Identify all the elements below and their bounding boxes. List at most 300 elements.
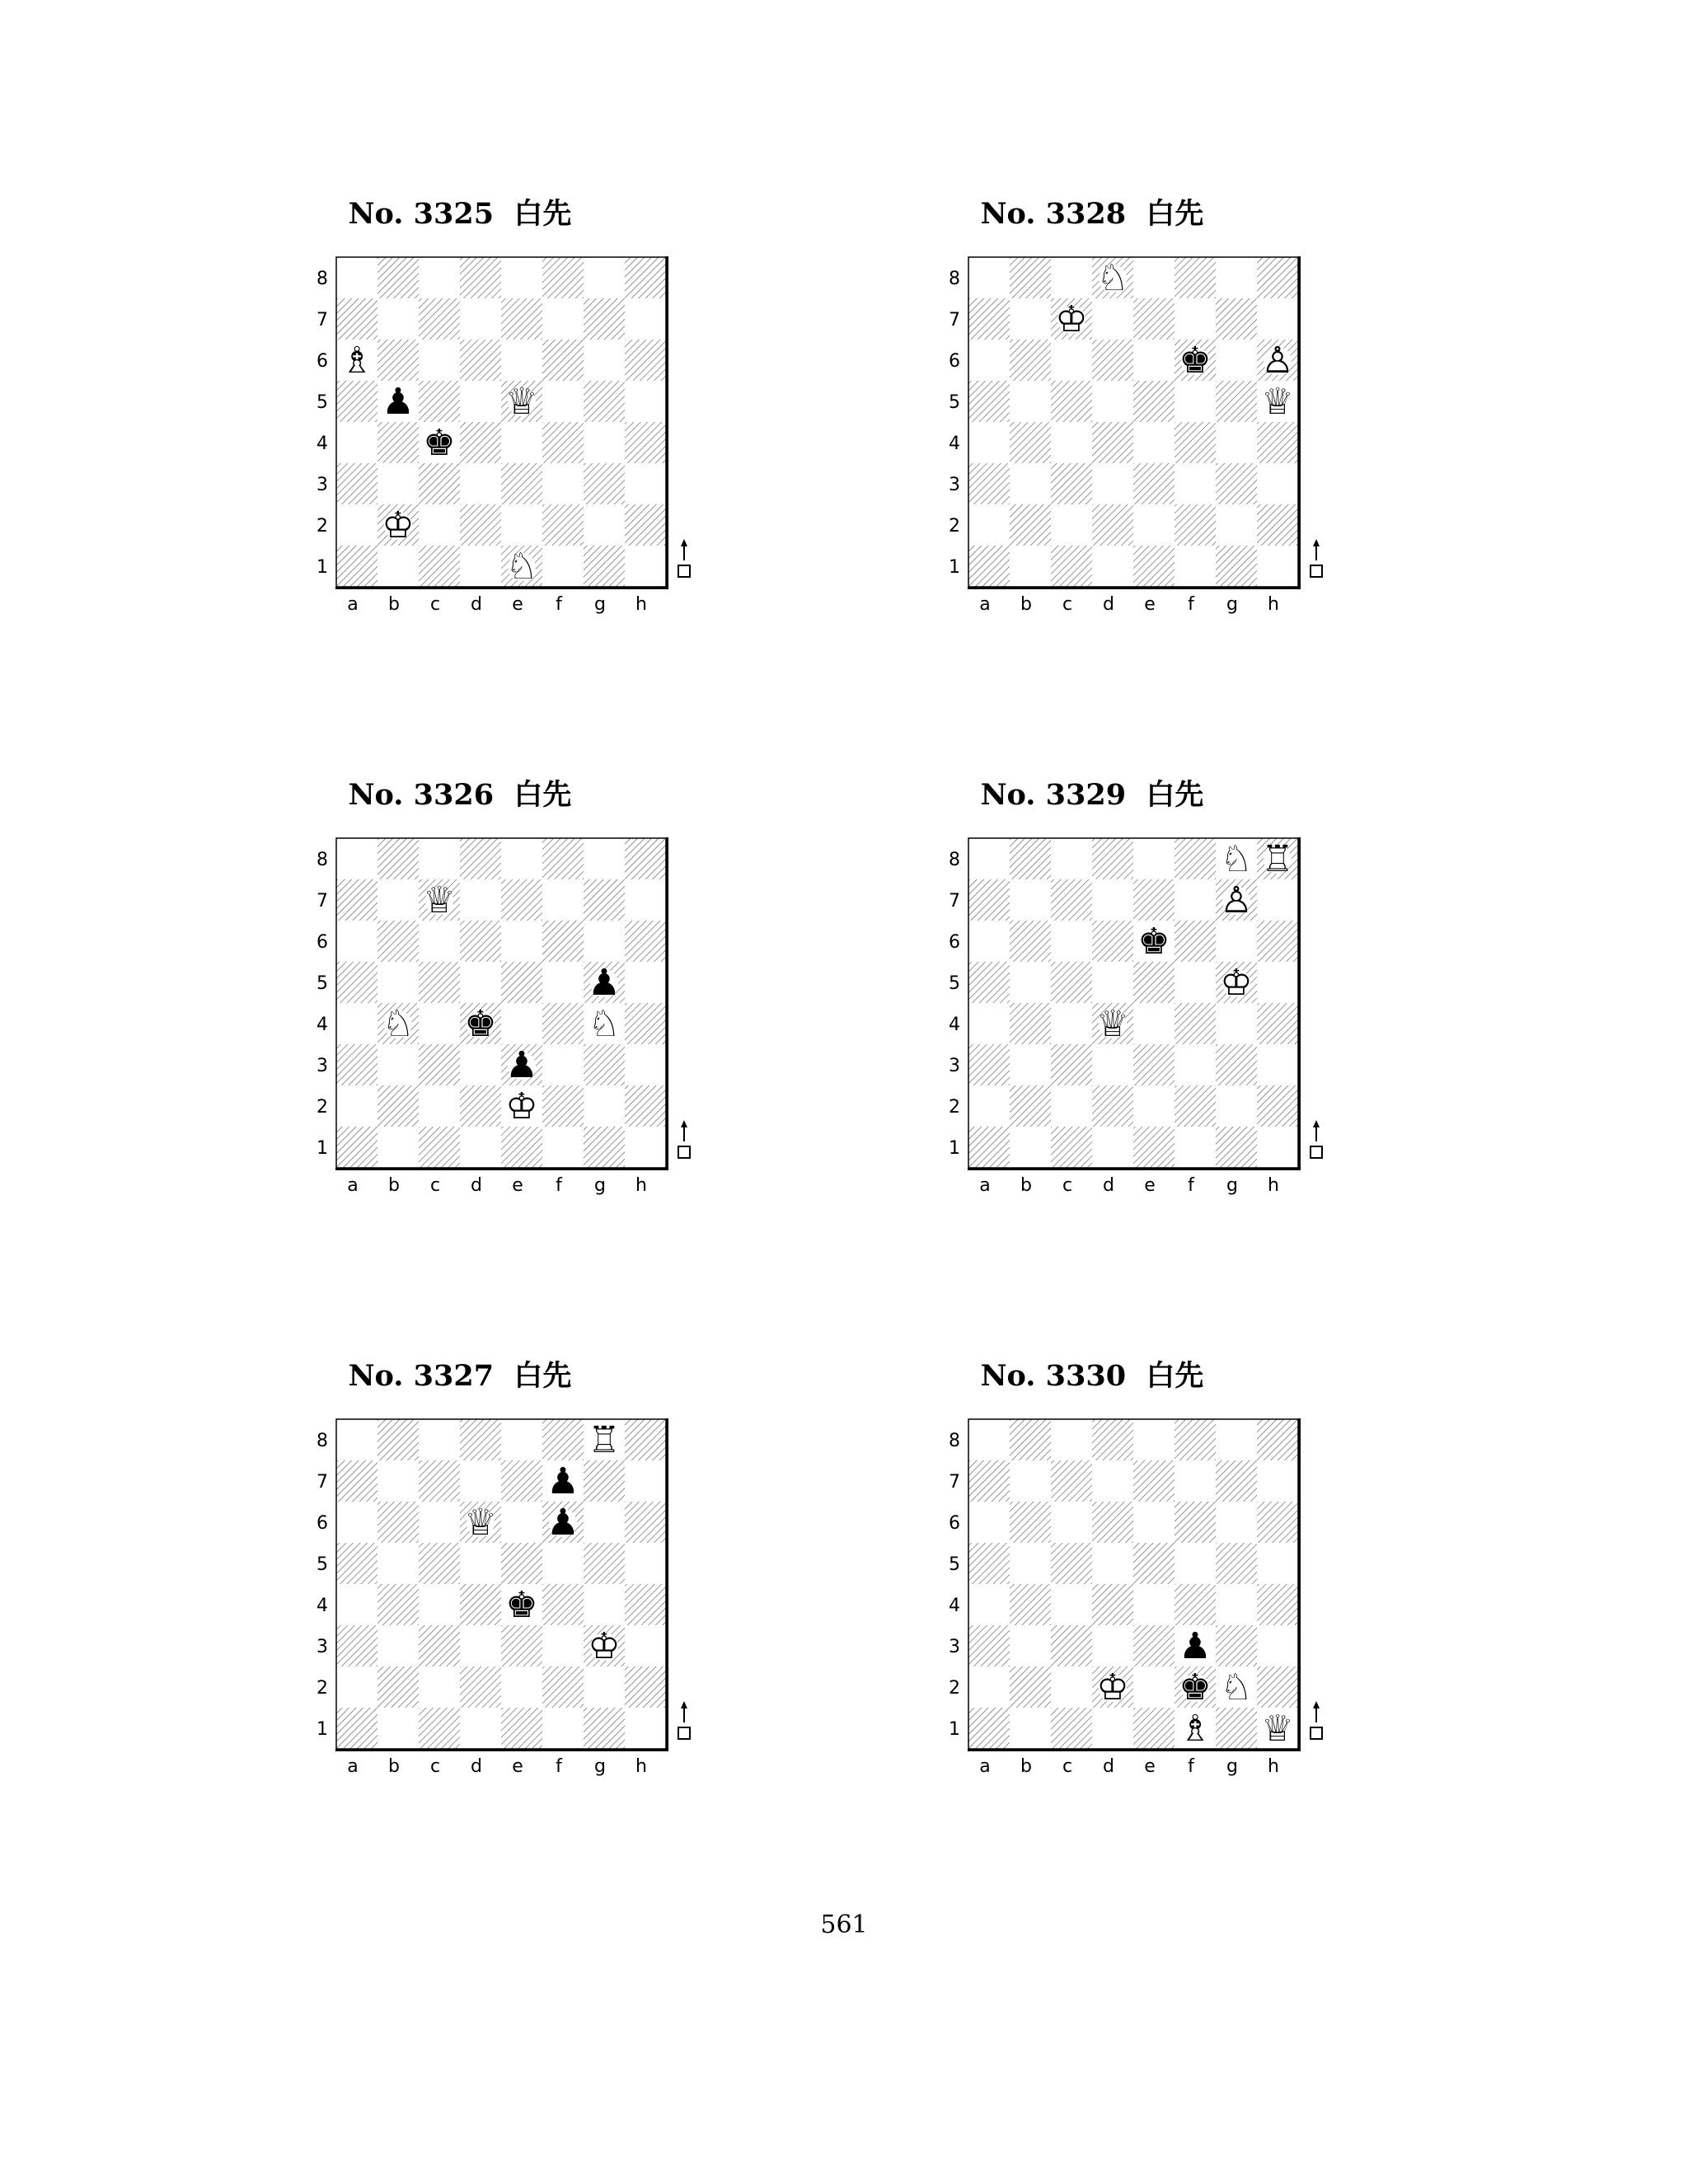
square-h4 — [625, 422, 666, 463]
file-label: g — [594, 1175, 606, 1196]
square-e5 — [501, 1543, 542, 1584]
square-g1 — [1216, 1127, 1257, 1168]
file-label: h — [1268, 1175, 1279, 1196]
diagram-3329 — [878, 779, 1306, 1240]
square-h6 — [1257, 921, 1298, 962]
square-g7 — [1216, 1460, 1257, 1502]
square-b7 — [377, 298, 419, 340]
square-d4 — [460, 422, 501, 463]
square-h3 — [1257, 1044, 1298, 1085]
square-h5 — [625, 381, 666, 422]
square-b8 — [1010, 1419, 1051, 1460]
square-f1 — [1175, 1127, 1216, 1168]
chessboard — [246, 1419, 674, 1815]
square-d3 — [460, 1625, 501, 1666]
square-g7 — [584, 298, 625, 340]
square-a4 — [968, 422, 1010, 463]
white-rook-h8: ♖ — [1261, 838, 1294, 880]
chessboard — [878, 1419, 1306, 1815]
square-g5 — [1216, 1543, 1257, 1584]
white-knight-g4: ♘ — [588, 1003, 621, 1045]
rank-label: 5 — [949, 973, 960, 994]
file-label: e — [512, 1175, 523, 1196]
square-b6 — [1010, 1502, 1051, 1543]
square-e2 — [1133, 504, 1175, 546]
square-b3 — [1010, 1625, 1051, 1666]
rank-label: 8 — [949, 850, 960, 870]
rank-label: 2 — [316, 1097, 328, 1118]
square-d8 — [460, 257, 501, 298]
square-d5 — [1092, 1543, 1133, 1584]
square-h1 — [1257, 1127, 1298, 1168]
square-b6 — [377, 1502, 419, 1543]
square-e4 — [1133, 1584, 1175, 1625]
square-c7 — [419, 298, 460, 340]
square-a4 — [968, 1584, 1010, 1625]
rank-label: 4 — [949, 1596, 960, 1616]
white-queen-h1: ♕ — [1261, 1708, 1294, 1750]
square-e6 — [1133, 340, 1175, 381]
rank-label: 5 — [949, 392, 960, 413]
square-b4 — [377, 422, 419, 463]
file-label: c — [429, 1756, 441, 1777]
square-b2 — [377, 1085, 419, 1127]
square-f2 — [542, 1085, 584, 1127]
square-c3 — [1051, 463, 1092, 504]
rank-label: 7 — [316, 310, 328, 330]
square-g6 — [1216, 921, 1257, 962]
square-a1 — [336, 1127, 377, 1168]
file-label: g — [594, 594, 606, 615]
square-h5 — [1257, 1543, 1298, 1584]
file-label: a — [347, 1175, 359, 1196]
square-c3 — [1051, 1625, 1092, 1666]
white-bishop-f1: ♗ — [1179, 1708, 1212, 1750]
square-h6 — [625, 921, 666, 962]
square-d5 — [1092, 381, 1133, 422]
square-d6 — [460, 921, 501, 962]
square-f1 — [1175, 546, 1216, 587]
square-d5 — [460, 1543, 501, 1584]
square-c7 — [1051, 879, 1092, 921]
square-g6 — [584, 921, 625, 962]
square-h3 — [625, 1625, 666, 1666]
file-label: b — [388, 1756, 400, 1777]
square-c5 — [419, 1543, 460, 1584]
square-a4 — [336, 1584, 377, 1625]
square-g4 — [584, 1584, 625, 1625]
square-b6 — [377, 340, 419, 381]
rank-label: 6 — [949, 351, 960, 372]
file-label: e — [512, 1756, 523, 1777]
square-c5 — [1051, 381, 1092, 422]
square-d1 — [1092, 1708, 1133, 1749]
square-c1 — [419, 546, 460, 587]
square-g6 — [584, 340, 625, 381]
square-e7 — [501, 879, 542, 921]
square-e4 — [1133, 1003, 1175, 1044]
rank-label: 7 — [316, 891, 328, 912]
square-f8 — [542, 838, 584, 879]
square-e1 — [501, 1127, 542, 1168]
white-queen-d4: ♕ — [1096, 1003, 1129, 1045]
square-d3 — [1092, 463, 1133, 504]
square-b8 — [377, 838, 419, 879]
square-h2 — [1257, 1085, 1298, 1127]
square-b7 — [1010, 879, 1051, 921]
square-f7 — [1175, 298, 1216, 340]
square-c2 — [1051, 1085, 1092, 1127]
square-h5 — [625, 1543, 666, 1584]
file-label: a — [347, 1756, 359, 1777]
square-f2 — [1175, 1085, 1216, 1127]
file-label: g — [1226, 1175, 1238, 1196]
chessboard — [878, 257, 1306, 653]
square-e3 — [1133, 1625, 1175, 1666]
chessboard — [878, 838, 1306, 1234]
square-e3 — [501, 1625, 542, 1666]
square-a1 — [968, 1127, 1010, 1168]
square-a2 — [968, 1666, 1010, 1708]
black-king-f6: ♚ — [1179, 340, 1212, 382]
square-a5 — [336, 381, 377, 422]
square-a1 — [968, 546, 1010, 587]
square-g5 — [1216, 381, 1257, 422]
square-b5 — [1010, 962, 1051, 1003]
square-c8 — [1051, 1419, 1092, 1460]
black-king-e6: ♚ — [1137, 921, 1170, 963]
rank-label: 8 — [949, 269, 960, 289]
square-b8 — [1010, 838, 1051, 879]
square-b3 — [1010, 1044, 1051, 1085]
file-label: e — [1144, 594, 1156, 615]
black-pawn-e3: ♟ — [505, 1044, 538, 1086]
square-g3 — [1216, 463, 1257, 504]
chessboard — [246, 257, 674, 653]
square-c8 — [419, 1419, 460, 1460]
square-a6 — [968, 921, 1010, 962]
square-h4 — [1257, 1584, 1298, 1625]
square-e3 — [1133, 1044, 1175, 1085]
square-d7 — [1092, 1460, 1133, 1502]
square-g5 — [584, 1543, 625, 1584]
file-label: a — [347, 594, 359, 615]
board-svg — [246, 838, 674, 1234]
file-label: a — [979, 1756, 991, 1777]
file-label: e — [1144, 1756, 1156, 1777]
square-c2 — [1051, 1666, 1092, 1708]
square-c4 — [1051, 1584, 1092, 1625]
square-d3 — [1092, 1625, 1133, 1666]
square-a6 — [968, 340, 1010, 381]
square-e1 — [1133, 546, 1175, 587]
square-e4 — [1133, 422, 1175, 463]
black-king-e4: ♚ — [505, 1584, 538, 1626]
square-d3 — [460, 1044, 501, 1085]
square-b4 — [1010, 1584, 1051, 1625]
square-h6 — [1257, 1502, 1298, 1543]
rank-label: 4 — [316, 1596, 328, 1616]
square-a4 — [336, 1003, 377, 1044]
square-d6 — [1092, 340, 1133, 381]
square-a6 — [336, 921, 377, 962]
square-a5 — [968, 381, 1010, 422]
square-a3 — [336, 463, 377, 504]
square-c7 — [1051, 1460, 1092, 1502]
square-c8 — [1051, 257, 1092, 298]
square-a2 — [968, 504, 1010, 546]
square-d8 — [460, 1419, 501, 1460]
rank-label: 7 — [949, 1472, 960, 1493]
square-a8 — [336, 257, 377, 298]
square-e1 — [1133, 1127, 1175, 1168]
square-e6 — [501, 340, 542, 381]
file-label: e — [1144, 1175, 1156, 1196]
square-e2 — [501, 1666, 542, 1708]
square-e8 — [1133, 257, 1175, 298]
file-label: h — [635, 594, 647, 615]
rank-label: 2 — [949, 516, 960, 537]
square-h5 — [625, 962, 666, 1003]
file-label: c — [429, 594, 441, 615]
square-d4 — [1092, 1584, 1133, 1625]
square-h5 — [1257, 962, 1298, 1003]
square-d2 — [460, 1666, 501, 1708]
square-c8 — [419, 838, 460, 879]
square-b1 — [1010, 1708, 1051, 1749]
square-a8 — [968, 257, 1010, 298]
file-label: d — [1103, 1175, 1114, 1196]
square-h1 — [1257, 546, 1298, 587]
square-a2 — [968, 1085, 1010, 1127]
square-h1 — [625, 1708, 666, 1749]
file-label: f — [1188, 594, 1194, 615]
square-a7 — [968, 1460, 1010, 1502]
square-b7 — [377, 879, 419, 921]
square-b3 — [377, 1625, 419, 1666]
square-a7 — [968, 298, 1010, 340]
square-c6 — [419, 921, 460, 962]
square-h7 — [1257, 1460, 1298, 1502]
square-b1 — [1010, 546, 1051, 587]
square-g4 — [1216, 1584, 1257, 1625]
square-e7 — [1133, 1460, 1175, 1502]
square-d3 — [460, 463, 501, 504]
square-d7 — [1092, 298, 1133, 340]
square-h8 — [625, 838, 666, 879]
square-h7 — [1257, 298, 1298, 340]
square-a6 — [336, 1502, 377, 1543]
rank-label: 6 — [316, 932, 328, 953]
square-d5 — [460, 381, 501, 422]
square-e2 — [501, 504, 542, 546]
chessboard — [246, 838, 674, 1234]
square-f8 — [542, 1419, 584, 1460]
square-b2 — [377, 1666, 419, 1708]
square-d1 — [1092, 546, 1133, 587]
square-b1 — [1010, 1127, 1051, 1168]
rank-label: 4 — [316, 1015, 328, 1035]
square-e5 — [1133, 381, 1175, 422]
square-e7 — [501, 298, 542, 340]
square-h2 — [625, 1085, 666, 1127]
square-h8 — [625, 1419, 666, 1460]
rank-label: 3 — [316, 1637, 328, 1657]
square-c6 — [1051, 340, 1092, 381]
white-to-move-icon — [678, 539, 690, 577]
file-label: c — [1062, 1175, 1073, 1196]
square-c2 — [419, 1085, 460, 1127]
rank-label: 1 — [316, 1719, 328, 1740]
square-h2 — [625, 1666, 666, 1708]
square-f5 — [542, 381, 584, 422]
square-f4 — [542, 422, 584, 463]
square-c4 — [419, 1003, 460, 1044]
board-svg — [246, 1419, 674, 1815]
square-c6 — [419, 340, 460, 381]
square-f6 — [542, 340, 584, 381]
white-bishop-a6: ♗ — [340, 340, 373, 382]
rank-label: 2 — [949, 1678, 960, 1699]
square-f3 — [542, 1625, 584, 1666]
problem-title: No. 3325 白先 — [348, 197, 572, 231]
square-b4 — [377, 1584, 419, 1625]
square-g6 — [584, 1502, 625, 1543]
rank-label: 3 — [316, 1056, 328, 1076]
square-f3 — [1175, 1044, 1216, 1085]
square-g8 — [584, 838, 625, 879]
square-e1 — [501, 1708, 542, 1749]
square-e4 — [501, 422, 542, 463]
square-b6 — [1010, 340, 1051, 381]
square-g2 — [1216, 1085, 1257, 1127]
square-b3 — [377, 1044, 419, 1085]
square-c3 — [419, 463, 460, 504]
diagram-3327 — [246, 1360, 674, 1821]
square-d1 — [460, 1708, 501, 1749]
rank-label: 6 — [949, 1513, 960, 1534]
white-pawn-g7: ♙ — [1220, 879, 1253, 921]
rank-label: 1 — [316, 557, 328, 578]
square-g6 — [1216, 340, 1257, 381]
square-c1 — [1051, 1708, 1092, 1749]
square-e6 — [1133, 1502, 1175, 1543]
square-a7 — [336, 1460, 377, 1502]
square-d7 — [460, 1460, 501, 1502]
square-g6 — [1216, 1502, 1257, 1543]
square-a5 — [968, 1543, 1010, 1584]
square-c2 — [419, 1666, 460, 1708]
board-svg — [246, 257, 674, 653]
white-king-g3: ♔ — [588, 1625, 621, 1667]
square-f4 — [1175, 1584, 1216, 1625]
square-a4 — [336, 422, 377, 463]
square-c6 — [419, 1502, 460, 1543]
square-a8 — [336, 838, 377, 879]
square-f5 — [542, 1543, 584, 1584]
square-g7 — [584, 1460, 625, 1502]
square-c4 — [419, 1584, 460, 1625]
square-a8 — [968, 838, 1010, 879]
white-knight-d8: ♘ — [1096, 257, 1129, 299]
square-g1 — [1216, 546, 1257, 587]
rank-label: 8 — [316, 850, 328, 870]
square-c1 — [419, 1708, 460, 1749]
square-f2 — [542, 1666, 584, 1708]
white-knight-b4: ♘ — [382, 1003, 415, 1045]
board-svg — [878, 257, 1306, 653]
file-label: c — [1062, 1756, 1073, 1777]
square-e8 — [1133, 838, 1175, 879]
square-e1 — [1133, 1708, 1175, 1749]
square-d5 — [1092, 962, 1133, 1003]
file-label: h — [1268, 1756, 1279, 1777]
square-b7 — [1010, 1460, 1051, 1502]
square-e8 — [501, 257, 542, 298]
white-queen-h5: ♕ — [1261, 381, 1294, 423]
white-knight-g8: ♘ — [1220, 838, 1253, 880]
white-rook-g8: ♖ — [588, 1419, 621, 1461]
black-pawn-f6: ♟ — [546, 1502, 579, 1544]
square-f7 — [542, 298, 584, 340]
square-d6 — [1092, 921, 1133, 962]
square-g5 — [584, 381, 625, 422]
white-to-move-icon — [1311, 1701, 1322, 1739]
square-e3 — [1133, 463, 1175, 504]
square-a5 — [336, 1543, 377, 1584]
square-e2 — [1133, 1666, 1175, 1708]
square-b7 — [1010, 298, 1051, 340]
square-b8 — [377, 1419, 419, 1460]
file-label: b — [1020, 1756, 1032, 1777]
black-pawn-f7: ♟ — [546, 1460, 579, 1502]
square-e6 — [501, 921, 542, 962]
square-d6 — [1092, 1502, 1133, 1543]
square-f8 — [1175, 257, 1216, 298]
square-c8 — [419, 257, 460, 298]
square-f7 — [542, 879, 584, 921]
white-king-d2: ♔ — [1096, 1666, 1129, 1708]
square-c4 — [1051, 1003, 1092, 1044]
rank-label: 3 — [949, 1056, 960, 1076]
rank-label: 7 — [949, 891, 960, 912]
white-queen-d6: ♕ — [464, 1502, 497, 1544]
square-g8 — [584, 257, 625, 298]
square-e8 — [1133, 1419, 1175, 1460]
square-e3 — [501, 463, 542, 504]
square-b5 — [1010, 1543, 1051, 1584]
square-b3 — [377, 463, 419, 504]
square-f5 — [1175, 381, 1216, 422]
square-b6 — [1010, 921, 1051, 962]
square-c1 — [419, 1127, 460, 1168]
square-h8 — [1257, 257, 1298, 298]
square-d8 — [1092, 838, 1133, 879]
square-e4 — [501, 1003, 542, 1044]
square-g1 — [584, 546, 625, 587]
square-f4 — [1175, 1003, 1216, 1044]
square-d4 — [1092, 422, 1133, 463]
white-to-move-icon — [1311, 539, 1322, 577]
square-c2 — [419, 504, 460, 546]
rank-label: 7 — [949, 310, 960, 330]
square-e5 — [501, 962, 542, 1003]
file-label: h — [1268, 594, 1279, 615]
square-f7 — [1175, 1460, 1216, 1502]
white-to-move-icon — [1311, 1120, 1322, 1158]
rank-label: 3 — [316, 475, 328, 495]
square-d8 — [460, 838, 501, 879]
